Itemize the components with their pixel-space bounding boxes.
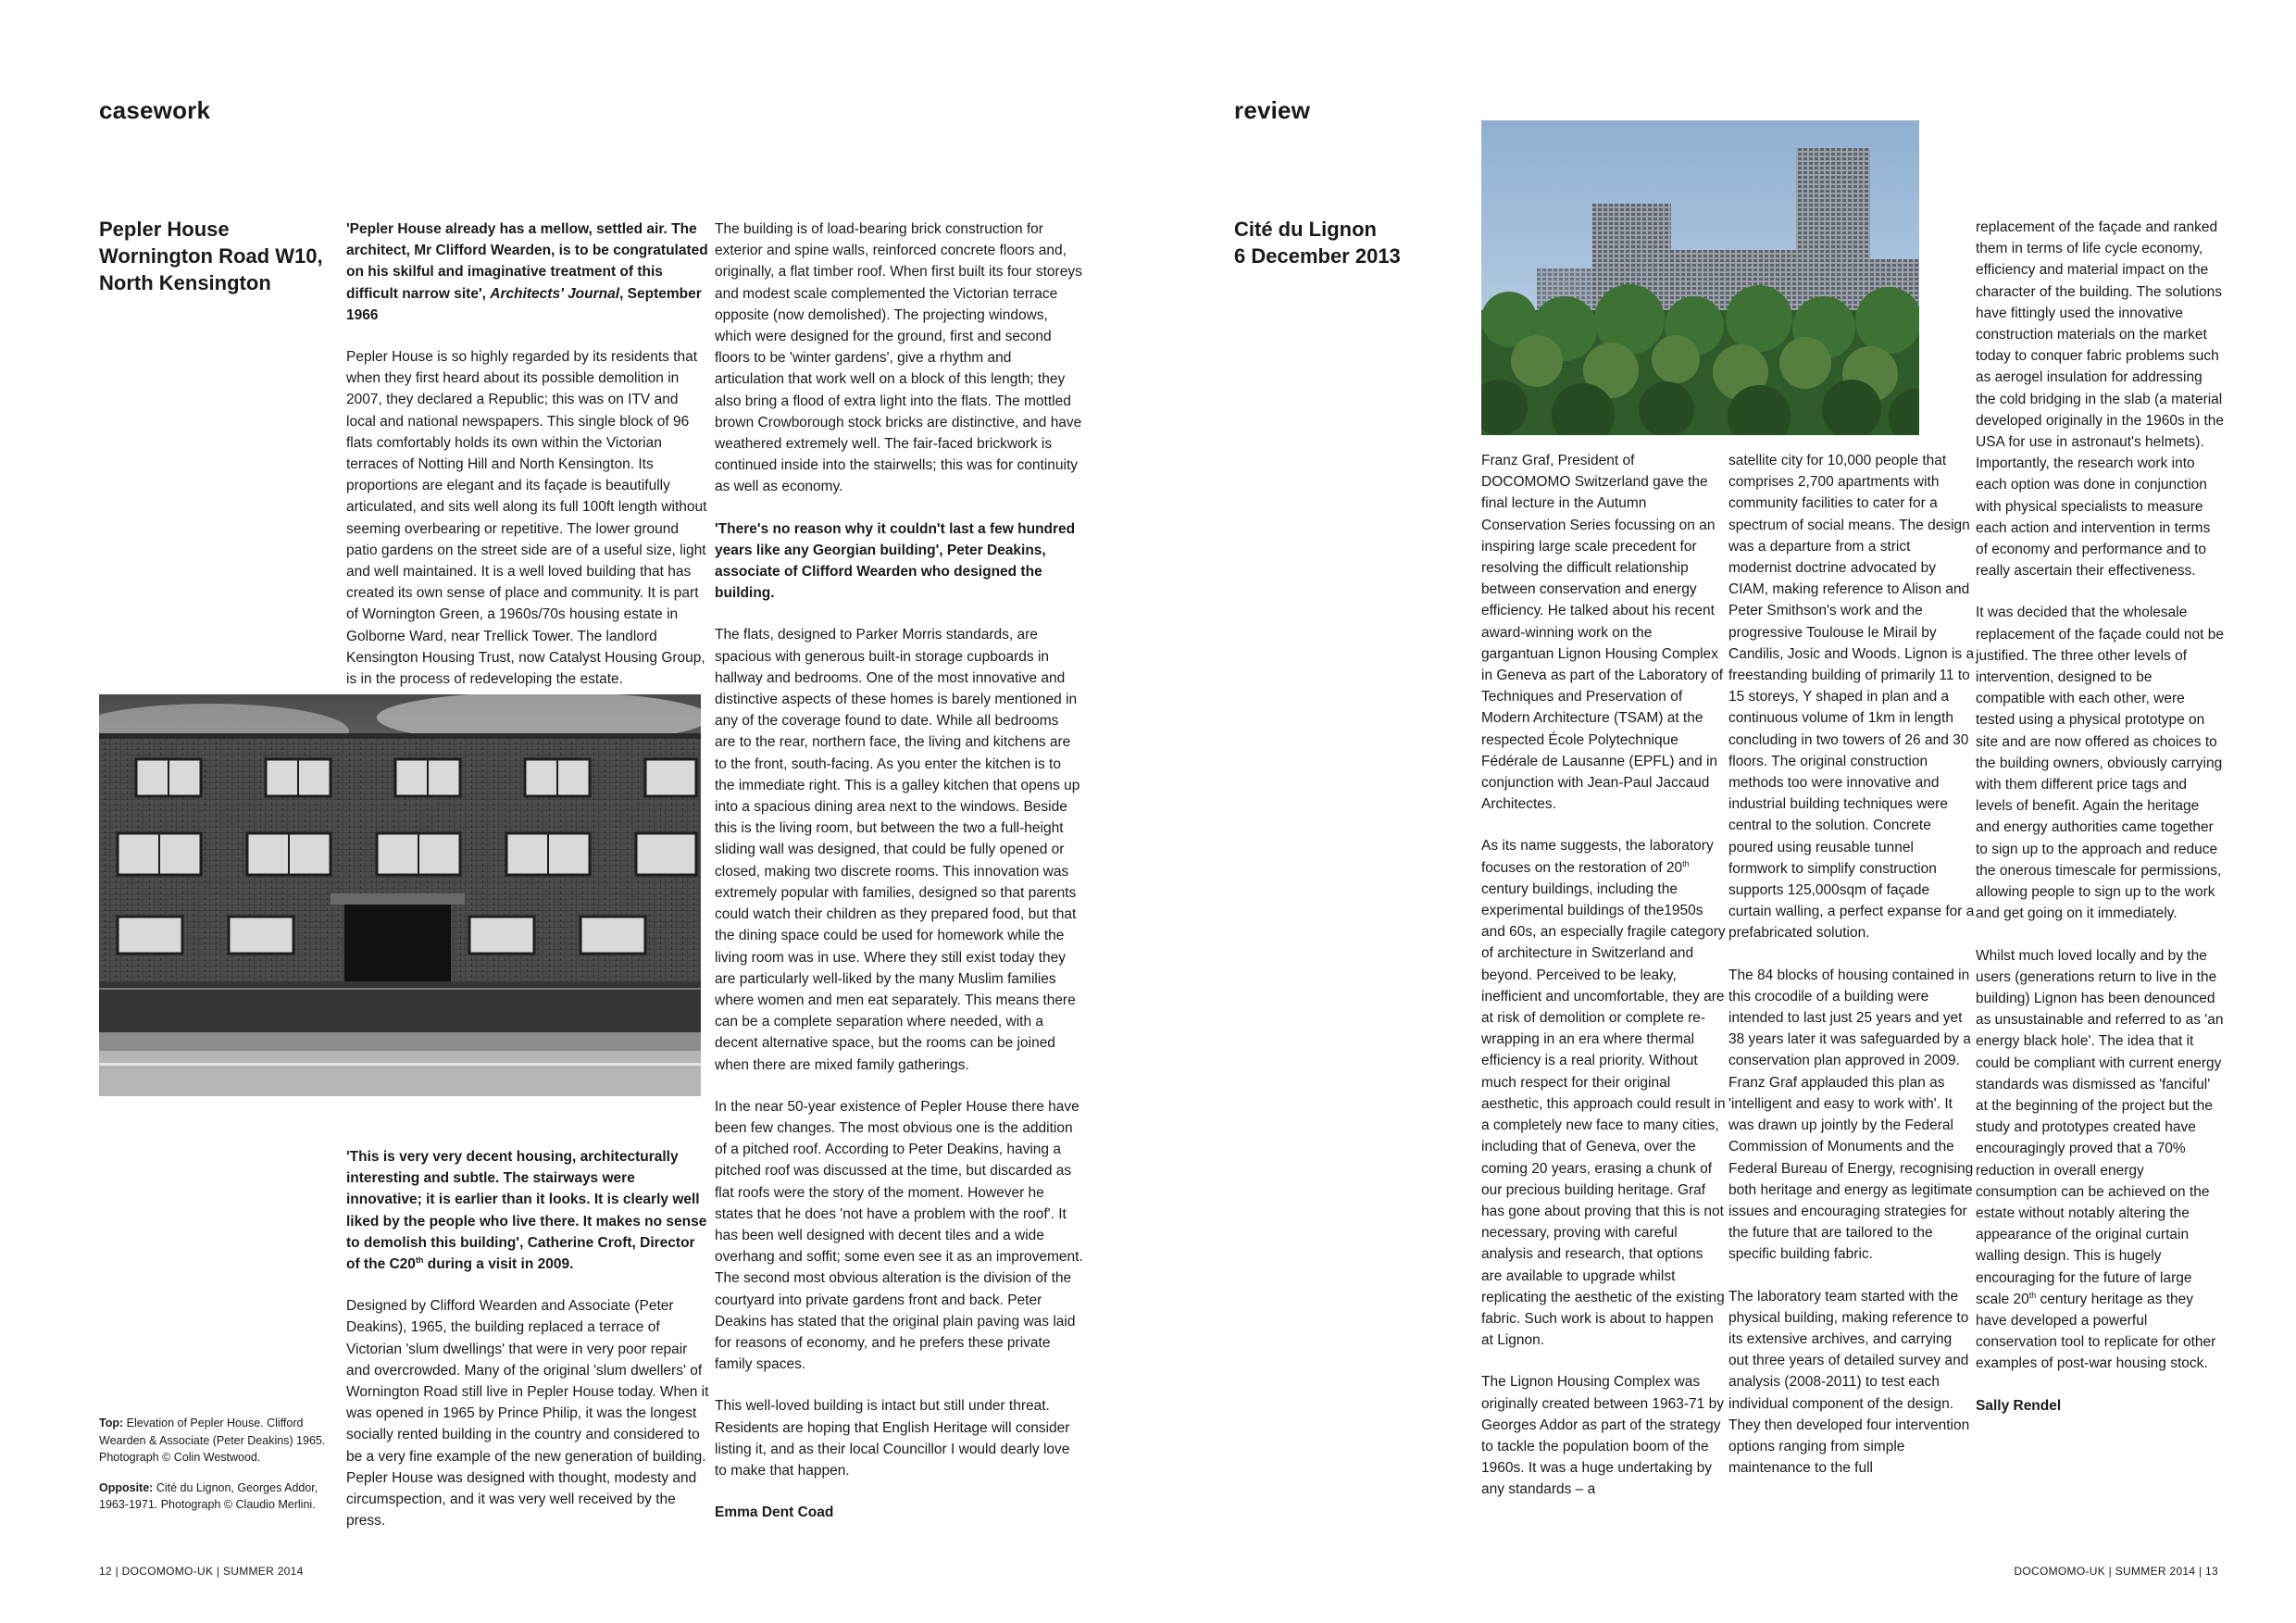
review-column-1 bbox=[1481, 450, 1728, 1521]
pull-quote-catherine-croft bbox=[346, 1146, 709, 1275]
paragraph-text: As its name suggests, the laboratory focuses on the restoration of 20 bbox=[1481, 838, 1714, 876]
quote-text: 'Pepler House already has a mellow, settled air. The architect, Mr Clifford Wearden, is to be congratulated on his skilful and imaginative treatment of this difficult narrow site', bbox=[346, 221, 708, 302]
section-heading-review: review bbox=[1234, 96, 1311, 124]
body-paragraph: Designed by Clifford Wearden and Associate (Peter Deakins), 1965, the building replaced a terrace of Victorian 'slum dwellings' that were in very poor repair and overcrowded. Many of the original 'slum dwellers' of Wornington Road still live in Pepler House today. When it was opened in 1965 by Prince Philip, it was the longest socially rented building in the country and considered to be a very fine example of the new generation of building. Pepler House was designed with thought, modesty and circumspection, and it was very well received by the press. bbox=[346, 1298, 709, 1529]
quote-text-end: during a visit in 2009. bbox=[423, 1256, 574, 1273]
author-byline: Emma Dent Coad bbox=[715, 1504, 834, 1521]
body-paragraph: The building is of load-bearing brick construction for exterior and spine walls, reinforced concrete floors and, originally, a flat timber roof. When first built its four storeys and modest scale complemented the Victorian terrace opposite (now demolished). The projecting windows, which were designed for the ground, first and second floors to be 'winter gardens', give a rhythm and articulation that work well on a block of this length; they also bring a flood of extra light into the flats. The mottled brown Crowborough stock bricks are distinctive, and have weathered extremely well. The fair-faced brickwork is continued inside into the stairwells; this was for continuity as well as economy. bbox=[715, 221, 1082, 495]
title-line: Cité du Lignon bbox=[1234, 218, 1377, 241]
pepler-house-elevation-image bbox=[99, 694, 701, 1096]
article-title-pepler-house bbox=[99, 216, 358, 296]
photo-captions bbox=[99, 1415, 331, 1527]
cite-du-lignon-photo bbox=[1481, 120, 1919, 435]
body-paragraph bbox=[1481, 835, 1728, 1351]
superscript: th bbox=[2028, 1290, 2037, 1300]
quote-source: Architects' Journal bbox=[490, 285, 620, 302]
author-byline: Sally Rendel bbox=[1976, 1397, 2062, 1414]
body-paragraph: The Lignon Housing Complex was originally created between 1963-71 by Georges Addor as part of the strategy to tackle the population boom of the 1960s. It was a huge undertaking by any standards – a bbox=[1481, 1374, 1724, 1498]
page-footer-left: 12 | DOCOMOMO-UK | SUMMER 2014 bbox=[99, 1565, 304, 1578]
caption-text: Elevation of Pepler House. Clifford Wearden & Associate (Peter Deakins) 1965. Photograph © Colin Westwood. bbox=[99, 1417, 326, 1464]
pull-quote-peter-deakins: 'There's no reason why it couldn't last a few hundred years like any Georgian building', Peter Deakins, associate of Clifford Wearden who designed the building. bbox=[715, 520, 1076, 602]
body-paragraph: In the near 50-year existence of Pepler House there have been few changes. The most obvious one is the addition of a pitched roof. According to Peter Deakins, having a pitched roof was discussed at the time, but discarded as flat roofs were the story of the moment. However he states that he does 'not have a problem with the roof'. It has been well designed with decent tiles and a wide overhang and soffit; some even see it as an improvement. The second most obvious alteration is the division of the courtyard into private gardens front and back. Peter Deakins has stated that the original plain paving was laid for reasons of economy, and he prefers these private family spaces. bbox=[715, 1098, 1083, 1373]
body-paragraph: It was decided that the wholesale replacement of the façade could not be justified. The three other levels of intervention, designed to be compatible with each other, were tested using a physical prototype on site and are now offered as choices to the building owners, obviously carrying with them different price tags and levels of benefit. Again the heritage and energy authorities came together to sign up to the approach and reduce the onerous timescale for permissions, allowing people to sign up to the work and get going on it immediately. bbox=[1976, 605, 2224, 922]
title-line: North Kensington bbox=[99, 271, 271, 294]
body-paragraph: The flats, designed to Parker Morris standards, are spacious with generous built-in storage cupboards in hallway and bedrooms. One of the most innovative and distinctive aspects of these homes is barely mentioned in any of the coverage found to date. While all bedrooms are to the rear, northern face, the living and kitchens are to the front, south-facing. As you enter the kitchen is to the immediate right. This is a galley kitchen that opens up into a spacious dining area next to the windows. Beside this is the living room, but between the two a full-height sliding wall was designed, that could be fully opened or closed, making two discrete rooms. This innovation was extremely popular with families, designed so that parents could watch their children as they prepared food, but that the dining space could be used for homework while the living room was in use. Where they still exist today they are particularly well-liked by the many Muslim families where women and men eat separately. This means there can be a complete separation where needed, with a decent alternative space, but the rooms can be joined when there are mixed family gatherings. bbox=[715, 627, 1080, 1073]
quote-date: , September 1966 bbox=[346, 285, 702, 323]
caption-label: Opposite: bbox=[99, 1480, 154, 1494]
body-paragraph: satellite city for 10,000 people that comprises 2,700 apartments with community facilities to cater for a spectrum of social means. The design was a departure from a strict modernist doctrine advocated by CIAM, making reference to Alison and Peter Smithson's work and the progressive Toulouse le Mirail by Candilis, Josic and Woods. Lignon is a freestanding building of primarily 11 to 15 storeys, Y shaped in plan and a continuous volume of 1km in length concluding in two towers of 26 and 30 floors. The original construction methods too were innovative and industrial building techniques were central to the solution. Concrete poured using reusable tunnel formwork to simplify construction supports 125,000sqm of façade curtain walling, a perfect expanse for a prefabricated solution. bbox=[1728, 453, 1975, 942]
page-footer-right: DOCOMOMO-UK | SUMMER 2014 | 13 bbox=[2014, 1565, 2218, 1578]
body-paragraph: The 84 blocks of housing contained in this crocodile of a building were intended to last just 25 years and yet 38 years later it was safeguarded by a conservation plan approved in 2009. Franz Graf applauded this plan as 'intelligent and easy to work with'. It was drawn up jointly by the Federal Commission of Monuments and the Federal Bureau of Energy, recognising both heritage and energy as legitimate issues and encouraging strategies for the future that are tailored to the specific building fabric. bbox=[1728, 967, 1974, 1263]
title-line: Wornington Road W10, bbox=[99, 244, 323, 268]
title-line: 6 December 2013 bbox=[1234, 244, 1401, 268]
article-column-2-upper bbox=[346, 218, 709, 710]
body-paragraph bbox=[1976, 945, 2224, 1375]
caption-top bbox=[99, 1415, 331, 1467]
body-paragraph: The laboratory team started with the physical building, making reference to its extensive archives, and carrying out three years of detailed survey and analysis (2008-2011) to test each individual component of the design. They then developed four intervention options ranging from simple maintenance to the full bbox=[1728, 1288, 1970, 1477]
superscript: th bbox=[415, 1255, 424, 1265]
body-paragraph: This well-loved building is intact but still under threat. Residents are hoping that English Heritage will consider listing it, and as their local Councillor I would dearly love to make that happen. bbox=[715, 1398, 1070, 1479]
article-column-3 bbox=[715, 218, 1083, 1543]
section-heading-casework: casework bbox=[99, 96, 211, 124]
caption-text: Cité du Lignon, Georges Addor, 1963-1971. Photograph © Claudio Merlini. bbox=[99, 1480, 318, 1511]
cite-du-lignon-image bbox=[1481, 120, 1919, 435]
paragraph-text-end: century heritage as they have developed a powerful conservation tool to replicate for other examples of post-war housing stock. bbox=[1976, 1291, 2216, 1372]
paragraph-text-end: century buildings, including the experimental buildings of the1950s and 60s, an especially fragile category of architecture in Switzerland and beyond. Perceived to be leaky, inefficient and uncomfortable, they are at risk of demolition or complete re-wrapping in an era where thermal efficiency is a real priority. Without much respect for their original aesthetic, this approach could result in a completely new face to many cities, including that of Geneva, over the coming 20 years, erasing a chunk of our precious building heritage. Graf has gone about proving that this is not necessary, proving with careful analysis and research, that options are available to upgrade whilst replicating the aesthetic of the existing fabric. Such work is about to happen at Lignon. bbox=[1481, 880, 1726, 1349]
pull-quote-architects-journal bbox=[346, 218, 709, 326]
title-line: Pepler House bbox=[99, 218, 230, 241]
article-title-cite-du-lignon bbox=[1234, 216, 1475, 269]
caption-label: Top: bbox=[99, 1417, 124, 1429]
paragraph-text: Whilst much loved locally and by the users (generations return to live in the building) Lignon has been denounced as unsustainable and referred to as 'an energy black hole'. The idea that it could be compliant with current energy standards was dismissed as 'fanciful' at the beginning of the project but the study and prototypes created have encouragingly proved that a 70% reduction in overall energy consumption can be achieved on the estate without notably altering the appearance of the original curtain walling design. This is hugely encouraging for the future of large scale 20 bbox=[1976, 947, 2224, 1307]
superscript: th bbox=[1682, 858, 1690, 868]
caption-opposite bbox=[99, 1479, 331, 1514]
article-column-2-lower bbox=[346, 1146, 709, 1552]
review-column-3 bbox=[1976, 217, 2224, 1437]
review-column-2 bbox=[1728, 450, 1975, 1499]
pepler-house-photo bbox=[99, 694, 701, 1096]
body-paragraph: Franz Graf, President of DOCOMOMO Switzerland gave the final lecture in the Autumn Conservation Series focussing on an inspiring large scale precedent for resolving the difficult relationship between conservation and energy efficiency. He talked about his recent award-winning work on the gargantuan Lignon Housing Complex in Geneva as part of the Laboratory of Techniques and Preservation of Modern Architecture (TSAM) at the respected École Polytechnique Fédérale de Lausanne (EPFL) and in conjunction with Jean-Paul Jaccaud Architectes. bbox=[1481, 453, 1724, 813]
quote-text: 'This is very very decent housing, architecturally interesting and subtle. The stairways were innovative; it is earlier than it looks. It is clearly well liked by the people who live there. It makes no sense to demolish this building', Catherine Croft, Director of the C20 bbox=[346, 1149, 707, 1273]
body-paragraph: replacement of the façade and ranked them in terms of life cycle economy, efficiency and material impact on the character of the building. The solutions have fittingly used the innovative construction materials on the market today to conquer fabric problems such as aerogel insulation for addressing the cold bridging in the slab (a material developed originally in the 1960s in the USA for use in astronaut's helmets). Importantly, the research work into each option was done in conjunction with physical specialists to measure each action and intervention in terms of economy and performance and to really ascertain their effectiveness. bbox=[1976, 219, 2224, 580]
body-paragraph: Pepler House is so highly regarded by its residents that when they first heard about its possible demolition in 2007, they declared a Republic; this was on ITV and local and national newspapers. This single block of 96 flats comfortably holds its own within the Victorian terraces of Notting Hill and North Kensington. Its proportions are elegant and its façade is beautifully articulated, and sits well along its full 100ft length without seeming overbearing or repetitive. The lower ground patio gardens on the street side are of a useful size, light and well maintained. It is a well loved building that has created its own sense of place and community. It is part of Wornington Green, a 1960s/70s housing estate in Golborne Ward, near Trellick Tower. The landlord Kensington Housing Trust, now Catalyst Housing Group, is in the process of redeveloping the estate. bbox=[346, 349, 707, 688]
